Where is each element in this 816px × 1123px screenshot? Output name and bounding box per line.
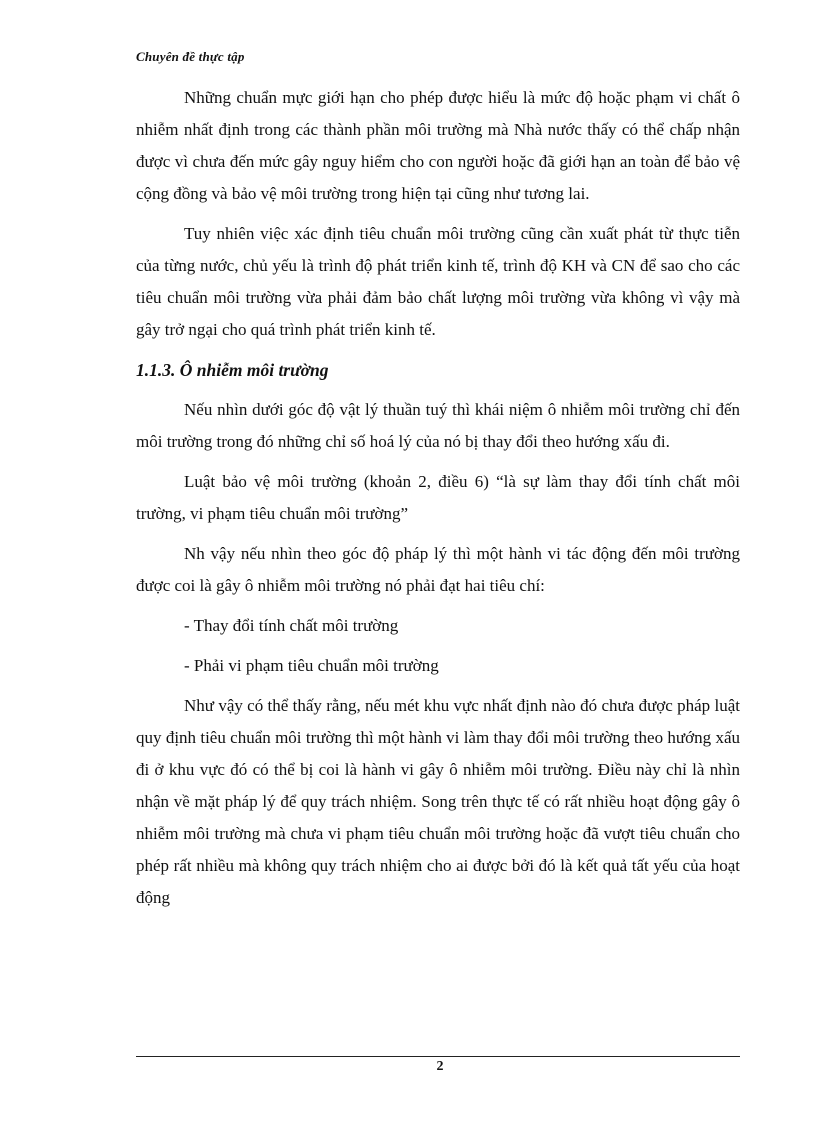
document-body	[136, 82, 740, 922]
body-paragraph: Nếu nhìn dưới góc độ vật lý thuần tuý thì khái niệm ô nhiễm môi trường chỉ đến môi trường trong đó những chỉ số hoá lý của nó bị thay đổi theo hướng xấu đi.	[136, 400, 740, 451]
page-number: 2	[436, 1059, 444, 1074]
bullet-item: - Thay đổi tính chất môi trường	[184, 616, 399, 635]
running-header: Chuyên đề thực tập	[136, 49, 245, 64]
body-paragraph: Luật bảo vệ môi trường (khoản 2, điều 6) “là sự làm thay đổi tính chất môi trường, vi phạm tiêu chuẩn môi trường”	[136, 472, 740, 523]
footer-divider	[136, 1056, 740, 1057]
body-paragraph: Nh vậy nếu nhìn theo góc độ pháp lý thì một hành vi tác động đến môi trường được coi là gây ô nhiễm môi trường nó phải đạt hai tiêu chí:	[136, 544, 740, 595]
body-paragraph: Những chuẩn mực giới hạn cho phép được hiểu là mức độ hoặc phạm vi chất ô nhiễm nhất định trong các thành phần môi trường mà Nhà nước thấy có thể chấp nhận được vì chưa đến mức gây nguy hiểm cho con người hoặc đã giới hạn an toàn để bảo vệ cộng đồng và bảo vệ môi trường trong hiện tại cũng như tương lai.	[136, 88, 740, 203]
section-heading: 1.1.3. Ô nhiễm môi trường	[136, 360, 329, 380]
bullet-item: - Phải vi phạm tiêu chuẩn môi trường	[184, 656, 439, 675]
body-paragraph: Tuy nhiên việc xác định tiêu chuẩn môi trường cũng cần xuất phát từ thực tiễn của từng nước, chủ yếu là trình độ phát triển kinh tế, trình độ KH và CN để sao cho các tiêu chuẩn môi trường vừa phải đảm bảo chất lượng môi trường vừa không vì vậy mà gây trở ngại cho quá trình phát triển kinh tế.	[136, 224, 740, 339]
body-paragraph: Như vậy có thể thấy rằng, nếu mét khu vực nhất định nào đó chưa được pháp luật quy định tiêu chuẩn môi trường thì một hành vi làm thay đổi môi trường theo hướng xấu đi ở khu vực đó có thể bị coi là hành vi gây ô nhiễm môi trường. Điều này chỉ là nhìn nhận về mặt pháp lý để quy trách nhiệm. Song trên thực tế có rất nhiều hoạt động gây ô nhiễm môi trường mà chưa vi phạm tiêu chuẩn môi trường hoặc đã vượt tiêu chuẩn cho phép rất nhiều mà không quy trách nhiệm cho ai được bởi đó là kết quả tất yếu của hoạt động	[136, 696, 740, 907]
